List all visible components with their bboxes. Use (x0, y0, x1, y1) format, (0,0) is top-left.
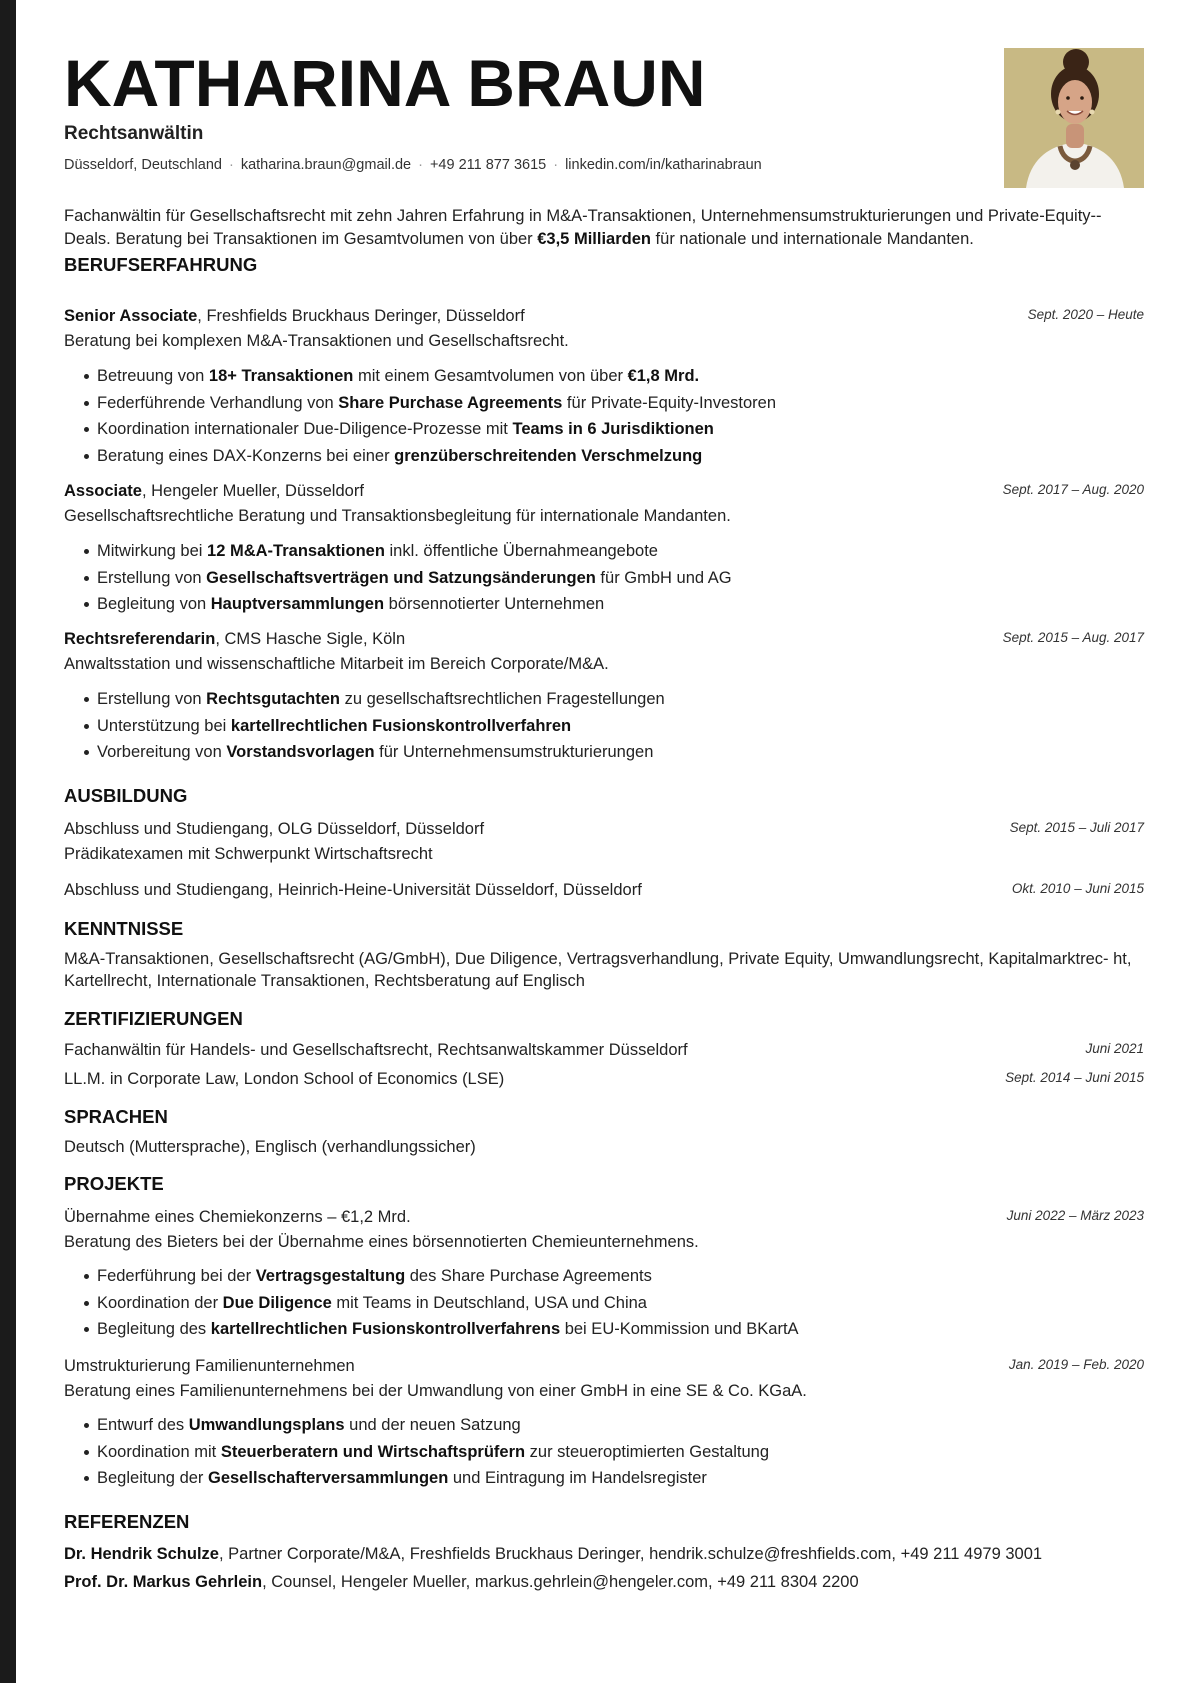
experience-entry-3-head (64, 630, 1144, 649)
experience-entry-2-bullets (64, 538, 732, 618)
experience-entry-1-head (64, 307, 1144, 326)
experience-entry-1-date: Sept. 2020 – Heute (1027, 307, 1144, 322)
list-item: Vorbereitung von Vorstandsvorlagen für Unternehmensumstrukturierungen (64, 739, 665, 766)
experience-entry-2-date: Sept. 2017 – Aug. 2020 (1002, 482, 1144, 497)
education-entry-2-head: Abschluss und Studiengang, Heinrich-Heine-Universität Düsseldorf, Düsseldorf (64, 881, 642, 899)
reference-details: , Counsel, Hengeler Mueller, markus.gehrlein@hengeler.com, +49 211 8304 2200 (262, 1573, 859, 1591)
contact-separator: · (553, 157, 559, 173)
experience-entry-3-desc: Anwaltsstation und wissenschaftliche Mitarbeit im Bereich Corporate/M&A. (64, 655, 609, 673)
job-title: Senior Associate (64, 307, 198, 325)
project-entry-2-desc: Beratung eines Familienunternehmens bei der Umwandlung von einer GmbH in eine SE & Co. KGaA. (64, 1382, 807, 1400)
section-title-certifications: ZERTIFIZIERUNGEN (64, 1008, 243, 1029)
experience-entry-2-head (64, 482, 1144, 501)
professional-summary (64, 205, 1144, 251)
education-entry-1-date: Sept. 2015 – Juli 2017 (1009, 820, 1144, 835)
list-item: Begleitung der Gesellschafterversammlungen und Eintragung im Handelsregister (64, 1465, 769, 1492)
list-item: Koordination der Due Diligence mit Teams in Deutschland, USA und China (64, 1290, 799, 1317)
experience-entry-3-bullets (64, 686, 665, 766)
job-employer: , CMS Hasche Sigle, Köln (215, 630, 406, 648)
languages-list: Deutsch (Muttersprache), Englisch (verhandlungssicher) (64, 1138, 476, 1156)
summary-text-2: für nationale und internationale Mandanten. (650, 230, 974, 248)
project-entry-2-bullets (64, 1412, 769, 1492)
list-item: Erstellung von Rechtsgutachten zu gesellschaftsrechtlichen Fragestellungen (64, 686, 665, 713)
reference-name: Dr. Hendrik Schulze (64, 1545, 219, 1563)
project-entry-1-head: Übernahme eines Chemiekonzerns – €1,2 Mrd. (64, 1208, 411, 1226)
project-entry-2-date: Jan. 2019 – Feb. 2020 (1008, 1357, 1144, 1372)
contact-location: Düsseldorf, Deutschland (64, 157, 222, 173)
list-item: Federführung bei der Vertragsgestaltung des Share Purchase Agreements (64, 1263, 799, 1290)
reference-entry-1 (64, 1545, 1042, 1564)
job-title: Rechtsreferendarin (64, 630, 216, 648)
resume-page (64, 0, 1144, 1591)
reference-details: , Partner Corporate/M&A, Freshfields Bruckhaus Deringer, hendrik.schulze@freshfields.com, +49 211 4979 3001 (218, 1545, 1043, 1563)
list-item: Erstellung von Gesellschaftsverträgen und Satzungsänderungen für GmbH und AG (64, 565, 732, 592)
summary-text-1: Fachanwältin für Gesellschaftsrecht mit zehn Jahren Erfahrung in M&A-Transaktionen, Unternehmensumstrukturierungen und Private-Equity-- Deals. Beratung bei Transaktionen im Gesamtvolumen von über (64, 207, 1102, 248)
skills-list: M&A-Transaktionen, Gesellschaftsrecht (AG/GmbH), Due Diligence, Vertragsverhandlung, Private Equity, Umwandlungsrecht, Kapitalmarktrec- ht, Kartellrecht, Internationale Transaktionen, Rechtsberatung auf Englisch (64, 950, 1132, 990)
contact-phone[interactable]: +49 211 877 3615 (429, 157, 547, 173)
summary-highlight: €3,5 Milliarden (537, 230, 651, 248)
candidate-name: KATHARINA BRAUN (64, 46, 706, 120)
list-item: Koordination mit Steuerberatern und Wirtschaftsprüfern zur steueroptimierten Gestaltung (64, 1439, 769, 1466)
contact-linkedin[interactable]: linkedin.com/in/katharinabraun (565, 157, 762, 173)
experience-entry-1-desc: Beratung bei komplexen M&A-Transaktionen und Gesellschaftsrecht. (64, 332, 569, 350)
section-title-projects: PROJEKTE (64, 1173, 164, 1194)
section-title-references: REFERENZEN (64, 1511, 190, 1532)
experience-entry-1-bullets (64, 363, 776, 469)
contact-email[interactable]: katharina.braun@gmail.de (240, 157, 412, 173)
section-title-education: AUSBILDUNG (64, 785, 188, 806)
education-entry-1-desc: Prädikatexamen mit Schwerpunkt Wirtschaftsrecht (64, 845, 433, 863)
project-entry-2-head: Umstrukturierung Familienunternehmen (64, 1357, 355, 1375)
certification-entry-2-date: Sept. 2014 – Juni 2015 (1005, 1070, 1144, 1085)
job-title: Associate (64, 482, 142, 500)
certification-entry-1-date: Juni 2021 (1085, 1041, 1144, 1056)
education-entry-2-date: Okt. 2010 – Juni 2015 (1011, 881, 1144, 896)
reference-entry-2 (64, 1573, 859, 1592)
list-item: Mitwirkung bei 12 M&A-Transaktionen inkl. öffentliche Übernahmeangebote (64, 538, 732, 565)
list-item: Unterstützung bei kartellrechtlichen Fusionskontrollverfahren (64, 713, 665, 740)
list-item: Betreuung von 18+ Transaktionen mit einem Gesamtvolumen von über €1,8 Mrd. (64, 363, 776, 390)
project-entry-1-date: Juni 2022 – März 2023 (1006, 1208, 1144, 1223)
experience-entry-2-desc: Gesellschaftsrechtliche Beratung und Transaktionsbegleitung für internationale Mandanten. (64, 507, 731, 525)
list-item: Begleitung von Hauptversammlungen börsennotierter Unternehmen (64, 591, 732, 618)
candidate-role: Rechtsanwältin (64, 123, 204, 144)
education-entry-1-head: Abschluss und Studiengang, OLG Düsseldorf, Düsseldorf (64, 820, 485, 838)
certification-entry-2-head: LL.M. in Corporate Law, London School of Economics (LSE) (64, 1070, 505, 1088)
contact-line (64, 157, 762, 173)
project-entry-1-desc: Beratung des Bieters bei der Übernahme eines börsennotierten Chemieunternehmens. (64, 1233, 699, 1251)
experience-entry-3-date: Sept. 2015 – Aug. 2017 (1002, 630, 1144, 645)
contact-separator: · (228, 157, 234, 173)
list-item: Beratung eines DAX-Konzerns bei einer grenzüberschreitenden Verschmelzung (64, 443, 776, 470)
certification-entry-1-head: Fachanwältin für Handels- und Gesellschaftsrecht, Rechtsanwaltskammer Düsseldorf (64, 1041, 688, 1059)
left-dark-bar (0, 0, 16, 1683)
section-title-languages: SPRACHEN (64, 1106, 168, 1127)
section-title-skills: KENNTNISSE (64, 918, 184, 939)
list-item: Begleitung des kartellrechtlichen Fusionskontrollverfahrens bei EU-Kommission und BKartA (64, 1316, 799, 1343)
reference-name: Prof. Dr. Markus Gehrlein (64, 1573, 263, 1591)
profile-photo (1004, 48, 1144, 188)
job-employer: , Freshfields Bruckhaus Deringer, Düsseldorf (197, 307, 525, 325)
list-item: Federführende Verhandlung von Share Purchase Agreements für Private-Equity-Investoren (64, 390, 776, 417)
profile-photo-illustration (1004, 48, 1144, 188)
list-item: Entwurf des Umwandlungsplans und der neuen Satzung (64, 1412, 769, 1439)
project-entry-1-bullets (64, 1263, 799, 1343)
list-item: Koordination internationaler Due-Diligence-Prozesse mit Teams in 6 Jurisdiktionen (64, 416, 776, 443)
contact-separator: · (418, 157, 423, 173)
section-title-experience: BERUFSERFAHRUNG (64, 254, 258, 275)
job-employer: , Hengeler Mueller, Düsseldorf (141, 482, 364, 500)
